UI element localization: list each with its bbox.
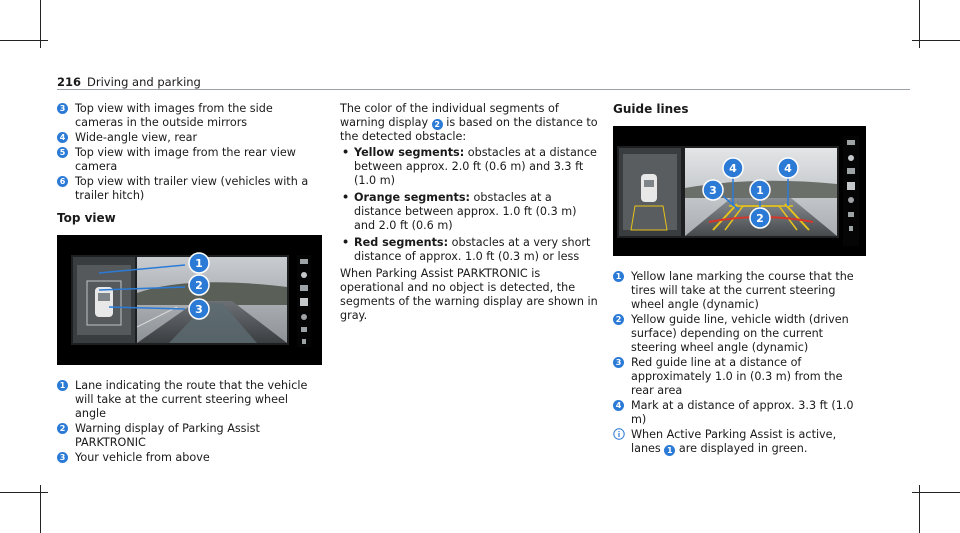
list-item [57, 102, 322, 130]
legend-text: Yellow guide line, vehicle width (driven surface) depending on the current steering wheel angle (dynamic) [631, 313, 849, 354]
legend-item [613, 399, 868, 427]
list-item-text: Top view with image from the rear view camera [75, 146, 296, 173]
bullet-term: Orange segments: [354, 191, 470, 204]
guide-lines-screen-image [613, 126, 866, 256]
info-icon [613, 428, 625, 440]
list-item-text: Top view with trailer view (vehicles with a trailer hitch) [75, 175, 309, 202]
bullet-dot: • [342, 236, 350, 249]
intro-text: is based on the distance to the detected obstacle: [340, 116, 598, 143]
crop-mark [919, 0, 920, 48]
bullet-dot: • [342, 191, 350, 204]
legend-text: Lane indicating the route that the vehicle will take at the current steering wheel angle [75, 379, 308, 420]
legend-item [57, 451, 322, 465]
legend-text: Yellow lane marking the course that the tires will take at the current steering wheel angle (dynamic) [631, 270, 854, 311]
legend-text: Warning display of Parking Assist PARKTRONIC [75, 422, 260, 449]
section-title: Driving and parking [87, 75, 201, 89]
number-badge: 4 [57, 132, 68, 143]
number-badge: 3 [613, 357, 624, 368]
callout-label: 2 [756, 212, 764, 225]
crop-mark [40, 485, 41, 533]
number-badge: 5 [57, 147, 68, 158]
list-item-text: Top view with images from the side cameras in the outside mirrors [75, 102, 273, 129]
bullet-text: obstacles at a distance between approx. 1.0 ft (0.3 m) and 2.0 ft (0.6 m) [354, 191, 577, 232]
number-badge: 1 [613, 271, 624, 282]
bullet-text: obstacles at a distance between approx. 2.0 ft (0.6 m) and 3.3 ft (1.0 m) [354, 146, 597, 187]
note-text: are displayed in green. [678, 442, 808, 455]
number-badge: 1 [664, 445, 675, 456]
vehicle-top-icon [95, 287, 113, 317]
number-badge: 3 [57, 103, 68, 114]
bullet-term: Red segments: [354, 236, 449, 249]
callout-label: 4 [784, 162, 792, 175]
legend-item [613, 356, 868, 398]
closing-paragraph: When Parking Assist PARKTRONIC is operational and no object is detected, the segments of the warning display are shown in gray. [340, 267, 598, 322]
number-badge: 2 [613, 314, 624, 325]
number-badge: 3 [57, 452, 68, 463]
callout-label: 2 [195, 279, 203, 292]
bullet-item [340, 191, 600, 233]
info-note [613, 428, 868, 456]
column-middle [340, 102, 600, 325]
legend-text: Mark at a distance of approx. 3.3 ft (1.0 m) [631, 399, 854, 426]
list-item [57, 146, 322, 174]
section-heading: Guide lines [613, 102, 689, 116]
bullet-text: obstacles at a very short distance of approx. 1.0 ft (0.3 m) or less [354, 236, 591, 263]
note-text: When Active Parking Assist is active, lanes [631, 428, 837, 455]
number-badge: 2 [57, 423, 68, 434]
column-right [613, 102, 868, 456]
legend-text: Red guide line at a distance of approximately 1.0 in (0.3 m) from the rear area [631, 356, 843, 397]
page-header [57, 75, 201, 89]
callout-label: 1 [195, 257, 203, 270]
callout-label: 3 [195, 303, 203, 316]
legend-item [613, 270, 868, 312]
number-badge: 2 [432, 119, 443, 130]
list-item [57, 131, 322, 145]
crop-mark [919, 485, 920, 533]
list-item [57, 175, 322, 203]
crop-mark [40, 0, 41, 48]
list-item-text: Wide-angle view, rear [75, 131, 198, 144]
top-view-screen-image [57, 235, 322, 365]
callout-label: 1 [756, 184, 764, 197]
camera-display-illustration [57, 235, 322, 365]
callout-label: 4 [729, 162, 737, 175]
legend-text: Your vehicle from above [75, 451, 210, 464]
bullet-term: Yellow segments: [354, 146, 465, 159]
intro-text: The color of the individual segments of warning display [340, 102, 559, 129]
column-left [57, 102, 322, 466]
bullet-item [340, 236, 600, 264]
legend-item [613, 313, 868, 355]
page-number: 216 [57, 75, 82, 89]
callout-label: 3 [709, 184, 717, 197]
intro-paragraph [340, 102, 600, 144]
number-badge: 1 [57, 380, 68, 391]
legend-item [57, 379, 322, 421]
number-badge: 6 [57, 176, 68, 187]
section-heading: Top view [57, 211, 116, 225]
camera-display-illustration [613, 126, 866, 256]
bullet-dot: • [342, 146, 350, 159]
bullet-item [340, 146, 600, 188]
header-rule [57, 89, 910, 90]
number-badge: 4 [613, 400, 624, 411]
vehicle-top-icon [641, 174, 657, 202]
legend-item [57, 422, 322, 450]
